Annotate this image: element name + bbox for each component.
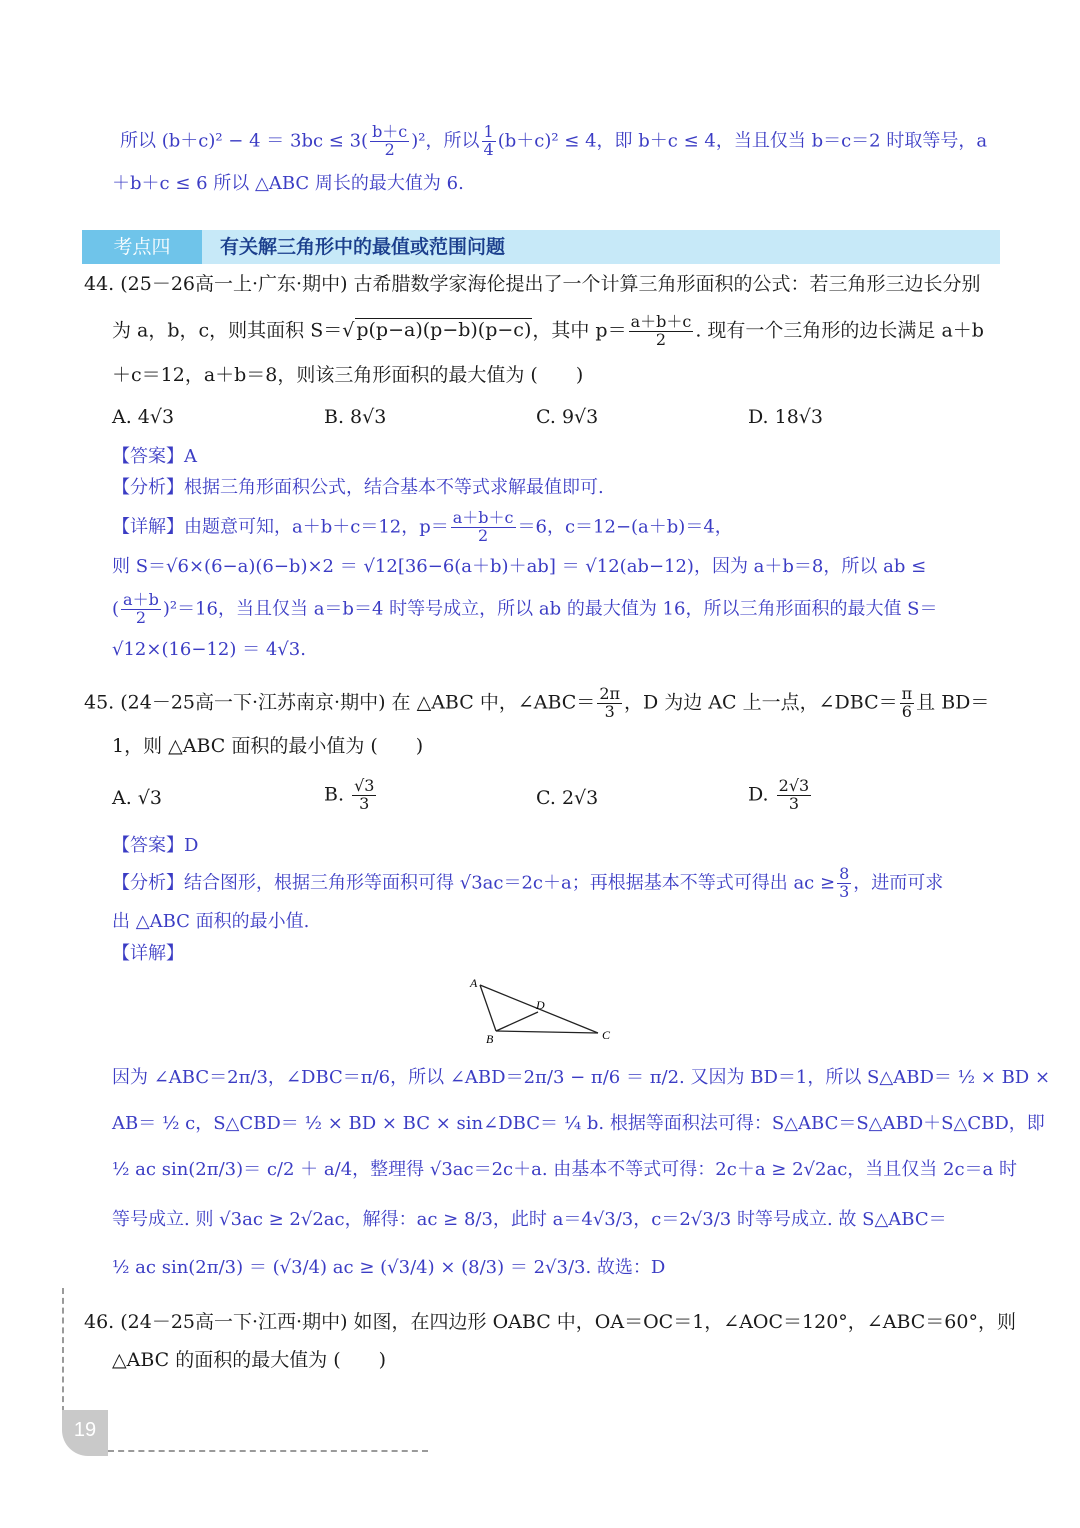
- segment-bc: [496, 1031, 598, 1033]
- section-tag: 考点四: [82, 230, 202, 264]
- q45-analysis-2: 出 △ABC 面积的最小值.: [112, 911, 310, 932]
- label-b: B: [486, 1032, 494, 1046]
- q45-line-1: 45. (24－25高一下·江苏南京·期中) 在 △ABC 中，∠ABC＝ $\frac{2\pi}{3}$ ，D 为边 AC 上一点，∠DBC＝ $\frac{\pi}{6}$ 且 BD＝: [84, 684, 990, 721]
- q45-option-b: B. $\frac{√3}{3}$: [324, 776, 375, 813]
- q45-solution-2: AB＝ ½ c，S△CBD＝ ½ × BD × BC × sin∠DBC＝ ¼ b. 根据等面积法可得：S△ABC＝S△ABD＋S△CBD，即: [112, 1113, 1045, 1134]
- page-border-vertical: [62, 1288, 64, 1412]
- q46-line-2: △ABC 的面积的最大值为 ( ): [112, 1349, 387, 1371]
- section-title: 有关解三角形中的最值或范围问题: [220, 236, 506, 258]
- q45-solution-1: 因为 ∠ABC＝2π/3，∠DBC＝π/6，所以 ∠ABD＝2π/3 − π/6 ＝ π/2. 又因为 BD＝1，所以 S△ABD＝ ½ × BD ×: [112, 1067, 1051, 1088]
- q44-option-c: C. 9√3: [536, 406, 599, 428]
- q45-option-c: C. 2√3: [536, 787, 599, 809]
- segment-bd: [496, 1012, 538, 1031]
- intro-line-1: 所以 (b＋c)² − 4 ＝ 3bc ≤ 3( $\frac{b+c}{2}$ )²，所以 $\frac{1}{4}$ (b＋c)² ≤ 4，即 b＋c ≤ 4，当且仅当 b＝c＝2 时取等号，a: [120, 122, 988, 159]
- q45-analysis-1: 【分析】结合图形，根据三角形等面积可得 √3ac＝2c＋a；再根据基本不等式可得出 ac ≥ $\frac{8}{3}$ ，进而可求: [112, 864, 944, 901]
- q44-detail-1: 【详解】由题意可知，a＋b＋c＝12，p＝ $\frac{a+b+c}{2}$ ＝6，c＝12−(a＋b)＝4，: [112, 508, 733, 545]
- q45-solution-5: ½ ac sin(2π/3) ＝ (√3/4) ac ≥ (√3/4) × (8/3) ＝ 2√3/3. 故选：D: [112, 1257, 666, 1278]
- q45-answer: 【答案】D: [112, 835, 199, 856]
- intro-line-2: ＋b＋c ≤ 6 所以 △ABC 周长的最大值为 6.: [112, 173, 464, 194]
- triangle-figure: [460, 975, 620, 1047]
- q45-option-d: D. $\frac{2√3}{3}$: [748, 776, 810, 813]
- q46-line-1: 46. (24－25高一下·江西·期中) 如图，在四边形 OABC 中，OA＝OC＝1，∠AOC＝120°，∠ABC＝60°，则: [84, 1311, 1016, 1333]
- q45-detail-label: 【详解】: [112, 943, 184, 964]
- label-d: D: [536, 998, 545, 1012]
- q44-detail-4: √12×(16−12) ＝ 4√3.: [112, 639, 306, 660]
- q44-option-a: A. 4√3: [112, 406, 175, 428]
- q44-option-b: B. 8√3: [324, 406, 387, 428]
- q45-solution-4: 等号成立. 则 √3ac ≥ 2√2ac，解得：ac ≥ 8/3，此时 a＝4√3/3，c＝2√3/3 时等号成立. 故 S△ABC＝: [112, 1209, 947, 1230]
- label-c: C: [602, 1028, 611, 1042]
- segment-ab: [480, 985, 496, 1031]
- page-number: 19: [62, 1410, 108, 1456]
- q44-line-2: 为 a，b，c，则其面积 S＝√ p(p−a)(p−b)(p−c)，其中 p＝ $\frac{a+b+c}{2}$ . 现有一个三角形的边长满足 a＋b: [112, 312, 984, 349]
- q45-solution-3: ½ ac sin(2π/3)＝ c/2 ＋ a/4，整理得 √3ac＝2c＋a. 由基本不等式可得：2c＋a ≥ 2√2ac，当且仅当 2c＝a 时: [112, 1159, 1017, 1180]
- q44-line-1: 44. (25－26高一上·广东·期中) 古希腊数学家海伦提出了一个计算三角形面积的公式：若三角形三边长分别: [84, 273, 981, 295]
- label-a: A: [470, 976, 478, 990]
- q44-line-3: ＋c＝12，a＋b＝8，则该三角形面积的最大值为 ( ): [112, 364, 584, 386]
- q44-analysis: 【分析】根据三角形面积公式，结合基本不等式求解最值即可.: [112, 477, 604, 498]
- page-border-horizontal: [108, 1450, 428, 1452]
- q45-option-a: A. √3: [112, 787, 162, 809]
- q45-line-2: 1，则 △ABC 面积的最小值为 ( ): [112, 735, 424, 757]
- q44-option-d: D. 18√3: [748, 406, 824, 428]
- q44-detail-2: 则 S＝√6×(6−a)(6−b)×2 ＝ √12[36−6(a＋b)＋ab] ＝ √12(ab−12)，因为 a＋b＝8，所以 ab ≤: [112, 556, 927, 577]
- q44-answer: 【答案】A: [112, 446, 197, 467]
- q44-detail-3: ( $\frac{a+b}{2}$ )²＝16，当且仅当 a＝b＝4 时等号成立，所以 ab 的最大值为 16，所以三角形面积的最大值 S＝: [112, 590, 938, 627]
